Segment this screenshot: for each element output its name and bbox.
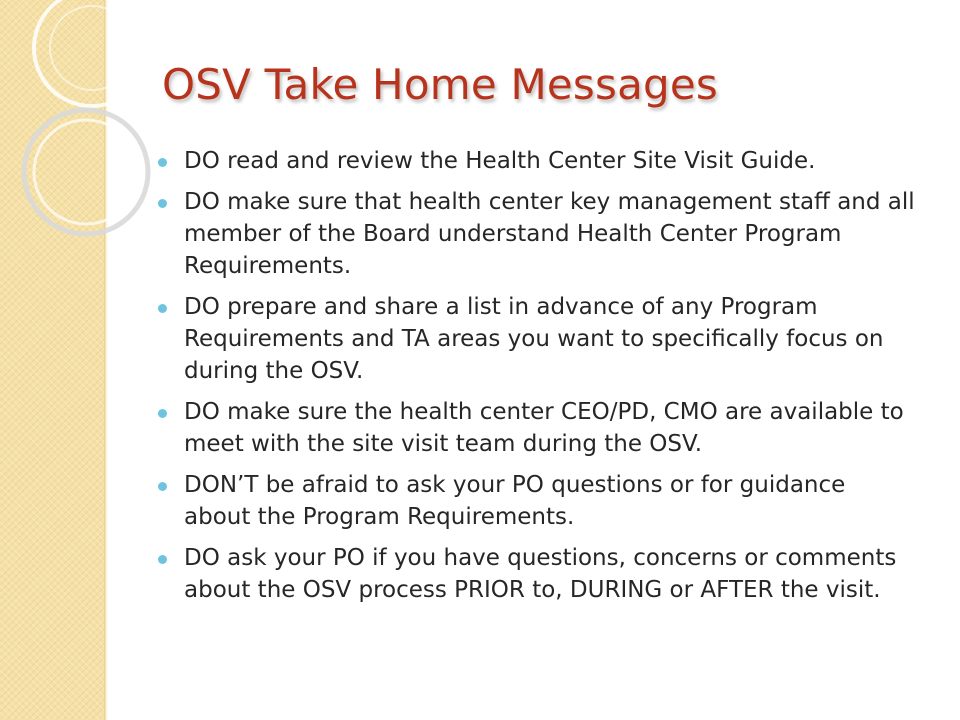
bullet-text: DON’T be afraid to ask your PO questions or for guidance about the Program Requirements.: [184, 472, 846, 530]
bullet-dot-icon: [158, 555, 167, 564]
bullet-text: DO read and review the Health Center Site Visit Guide.: [184, 148, 816, 174]
slide-title: OSV Take Home Messages: [162, 60, 718, 109]
bullet-dot-icon: [158, 199, 167, 208]
bullet-item: [158, 396, 918, 460]
bullet-list: [158, 145, 918, 615]
decorative-ring-lower-inner: [34, 120, 138, 224]
decorative-ring-upper-inner: [50, 6, 134, 90]
bullet-item: [158, 291, 918, 387]
bullet-dot-icon: [158, 482, 167, 491]
bullet-dot-icon: [158, 304, 167, 313]
bullet-text: DO make sure that health center key management staff and all member of the Board understand Health Center Program Requirements.: [184, 189, 915, 279]
bullet-item: [158, 145, 918, 177]
bullet-dot-icon: [158, 158, 167, 167]
bullet-item: [158, 542, 918, 606]
bullet-item: [158, 469, 918, 533]
bullet-dot-icon: [158, 409, 167, 418]
decorative-ring-lower: [24, 110, 148, 234]
bullet-text: DO ask your PO if you have questions, concerns or comments about the OSV process PRIOR to, DURING or AFTER the visit.: [184, 545, 897, 603]
bullet-item: [158, 186, 918, 282]
bullet-text: DO prepare and share a list in advance of any Program Requirements and TA areas you want to specifically focus on during the OSV.: [184, 294, 884, 384]
bullet-text: DO make sure the health center CEO/PD, CMO are available to meet with the site visit team during the OSV.: [184, 399, 904, 457]
